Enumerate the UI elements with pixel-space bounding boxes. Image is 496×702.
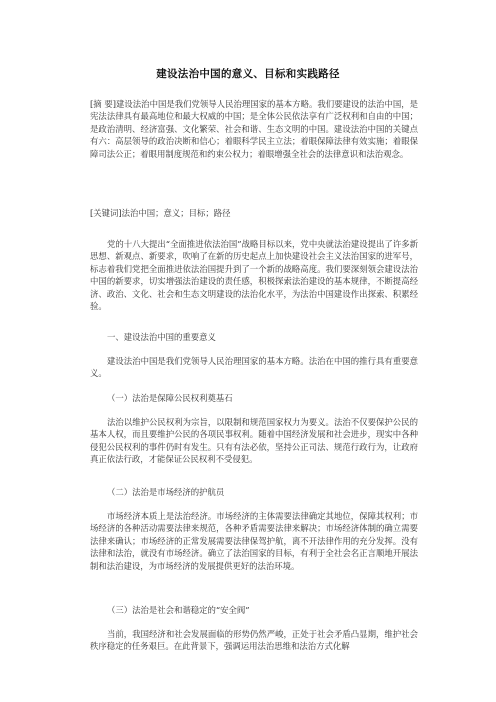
subsection-1-paragraph: 法治以维护公民权利为宗旨，以限制和规范国家权力为要义。法治不仅要保护公民的基本人权，而且要维护公民的各项民事权利。随着中国经济发展和社会进步，现实中各种侵犯公民权利的事件仍时有发生。只有有法必依，坚持公正司法、规范行政行为，让政府真正依法行政，才能保证公民权利不受侵犯。 (90, 417, 418, 465)
abstract-paragraph: [摘 要]建设法治中国是我们党领导人民治理国家的基本方略。我们要建设的法治中国，是宪法法律具有最高地位和最大权威的中国；是全体公民依法享有广泛权利和自由的中国；是政治清明、经济富强、文化繁荣、社会和谐、生态文明的中国。建设法治中国的关键点有六：高层领导的政治决断和信心；着眼科学民主立法；着眼保障法律有效实施；着眼保障司法公正；着眼用制度规范和约束公权力；着眼增强全社会的法律意识和法治观念。 (90, 99, 418, 159)
subsection-2-paragraph: 市场经济本质上是法治经济。市场经济的主体需要法律确定其地位，保障其权利；市场经济的各种活动需要法律来规范，各种矛盾需要法律来解决；市场经济体制的确立需要法律来确认；市场经济的正常发展需要法律保驾护航，离不开法律作用的充分发挥。没有法律和法治，就没有市场经济。确立了法治国家的目标，有利于全社会名正言顺地开展法制和法治建设，为市场经济的发展提供更好的法治环境。 (90, 511, 418, 571)
section-heading-1: 一、建设法治中国的重要意义 (107, 332, 216, 342)
subsection-heading-2: （二）法治是市场经济的护航员 (107, 487, 225, 497)
section-1-paragraph: 建设法治中国是我们党领导人民治理国家的基本方略。法治在中国的推行具有重要意义。 (90, 356, 418, 379)
document-title: 建设法治中国的意义、目标和实践路径 (156, 68, 340, 80)
subsection-heading-1: （一）法治是保障公民权利奠基石 (107, 393, 233, 403)
intro-paragraph: 党的十八大提出“全面推进依法治国”战略目标以来，党中央就法治建设提出了许多新思想、新观点、新要求，吹响了在新的历史起点上加快建设社会主义法治国家的进军号，标志着我们党把全面推进依法治国提升到了一个新的战略高度。我们要深刻领会建设法治中国的新要求，切实增强法治建设的责任感，积极探索法治建设的基本规律，不断提高经济、政治、文化、社会和生态文明建设的法治化水平，为法治中国建设作出探索、积累经验。 (90, 239, 418, 312)
subsection-heading-3: （三）法治是社会和谐稳定的“安全阀” (107, 605, 250, 615)
subsection-3-paragraph: 当前，我国经济和社会发展面临的形势仍然严峻，正处于社会矛盾凸显期，维护社会秩序稳定的任务艰巨。在此背景下，强调运用法治思维和法治方式化解 (90, 629, 418, 652)
keywords-line: [关键词]法治中国；意义；目标；路径 (90, 208, 231, 218)
